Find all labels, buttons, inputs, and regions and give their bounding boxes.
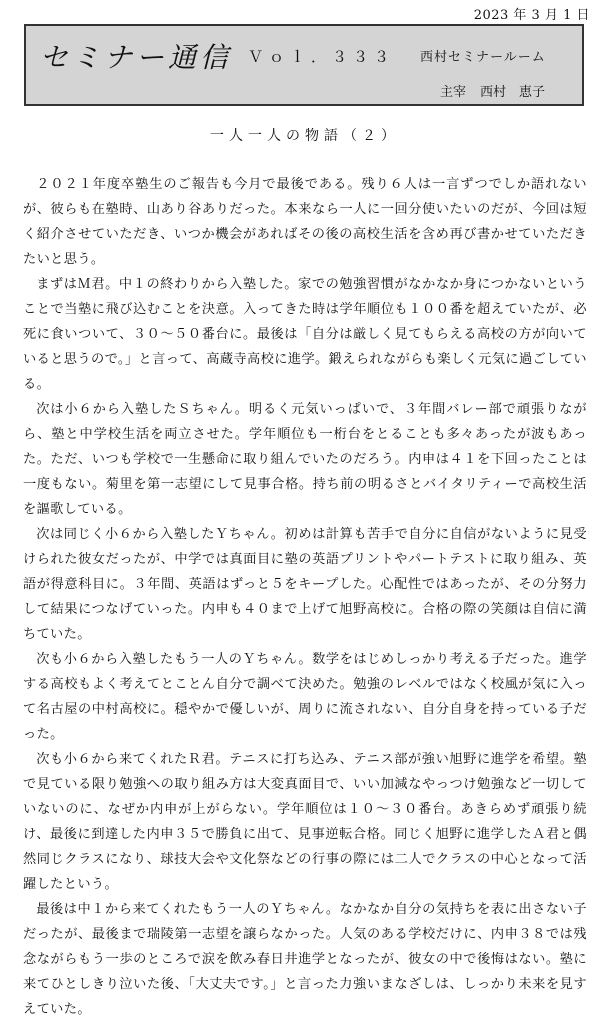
paragraph: 次も小６から来てくれたＲ君。テニスに打ち込み、テニス部が強い旭野に進学を希望。塾で見ている限り勉強への取り組み方は大変真面目で、いい加減なやっつけ勉強など一切していないのに、なぜか内申が上がらない。学年順位は１０～３０番台。あきらめず頑張り続け、最後に到達した内申３５で勝負に出て、見事逆転合格。同じく旭野に進学したＡ君と偶然同じクラスになり、球技大会や文化祭などの行事の際には二人でクラスの中心となって活躍したという。 [23,752,587,892]
article-body [23,172,587,1022]
organization-name: 西村セミナールーム [420,50,546,65]
paragraph: 最後は中１から来てくれたもう一人のＹちゃん。なかなか自分の気持ちを表に出さない子だったが、最後まで瑞陵第一志望を譲らなかった。人気のある学校だけに、内申３８では残念ながらもう一歩のところで涙を飲み春日井進学となったが、彼女の中で後悔はない。塾に来てひとしきり泣いた後、「大丈夫です。」と言った力強いまなざしは、しっかり未来を見すえていた。 [23,902,587,1017]
paragraph: ２０２１年度卒塾生のご報告も今月で最後である。残り６人は一言ずつでしか語れないが、彼らも在塾時、山あり谷ありだった。本来なら一人に一回分使いたいのだが、今回は短く紹介させていただき、いつか機会があればその後の高校生活を含め再び書かせていただきたいと思う。 [23,177,587,267]
paragraph: 次は同じく小６から入塾したＹちゃん。初めは計算も苦手で自分に自信がないように見受けられた彼女だったが、中学では真面目に塾の英語プリントやパートテストに取り組み、英語が得意科目に。３年間、英語はずっと５をキープした。心配性ではあったが、その分努力して結果につなげていった。内申も４０まで上げて旭野高校に。合格の際の笑顔は自信に満ちていた。 [23,527,587,642]
paragraph: まずはＭ君。中１の終わりから入塾した。家での勉強習慣がなかなか身につかないということで当塾に飛び込むことを決意。入ってきた時は学年順位も１００番を超えていたが、必死に食いついて、３０～５０番台に。最後は「自分は厳しく見てもらえる高校の方が向いていると思うので。」と言って、高蔵寺高校に進学。鍛えられながらも楽しく元気に過ごしている。 [23,277,587,392]
paragraph: 次も小６から入塾したもう一人のＹちゃん。数学をはじめしっかり考える子だった。進学する高校もよく考えてとことん自分で調べて決めた。勉強のレベルではなく校風が気に入って名古屋の中村高校に。穏やかで優しいが、周りに流されない、自分自身を持っている子だった。 [23,652,587,742]
article-title: 一人一人の物語（２） [210,128,400,144]
issue-date: 2023 年 3 月 1 日 [473,8,590,23]
organizer-line [440,81,559,100]
paragraph: 次は小６から入塾したＳちゃん。明るく元気いっぱいで、３年間バレー部で頑張りながら、塾と中学校生活を両立させた。学年順位も一桁台をとることも多々あったが波もあった。ただ、いつも学校で一生懸命に取り組んでいたのだろう。内申は４１を下回ったことは一度もない。菊里を第一志望にして見事合格。持ち前の明るさとバイタリティーで高校生活を謳歌している。 [23,402,587,517]
volume-number: Ｖｏｌ．３３３ [248,48,396,66]
organizer-role: 主宰 [440,85,467,100]
organizer-name: 西村 恵子 [480,85,546,100]
newsletter-header [24,24,584,106]
newsletter-title: セミナー通信 [40,41,233,74]
